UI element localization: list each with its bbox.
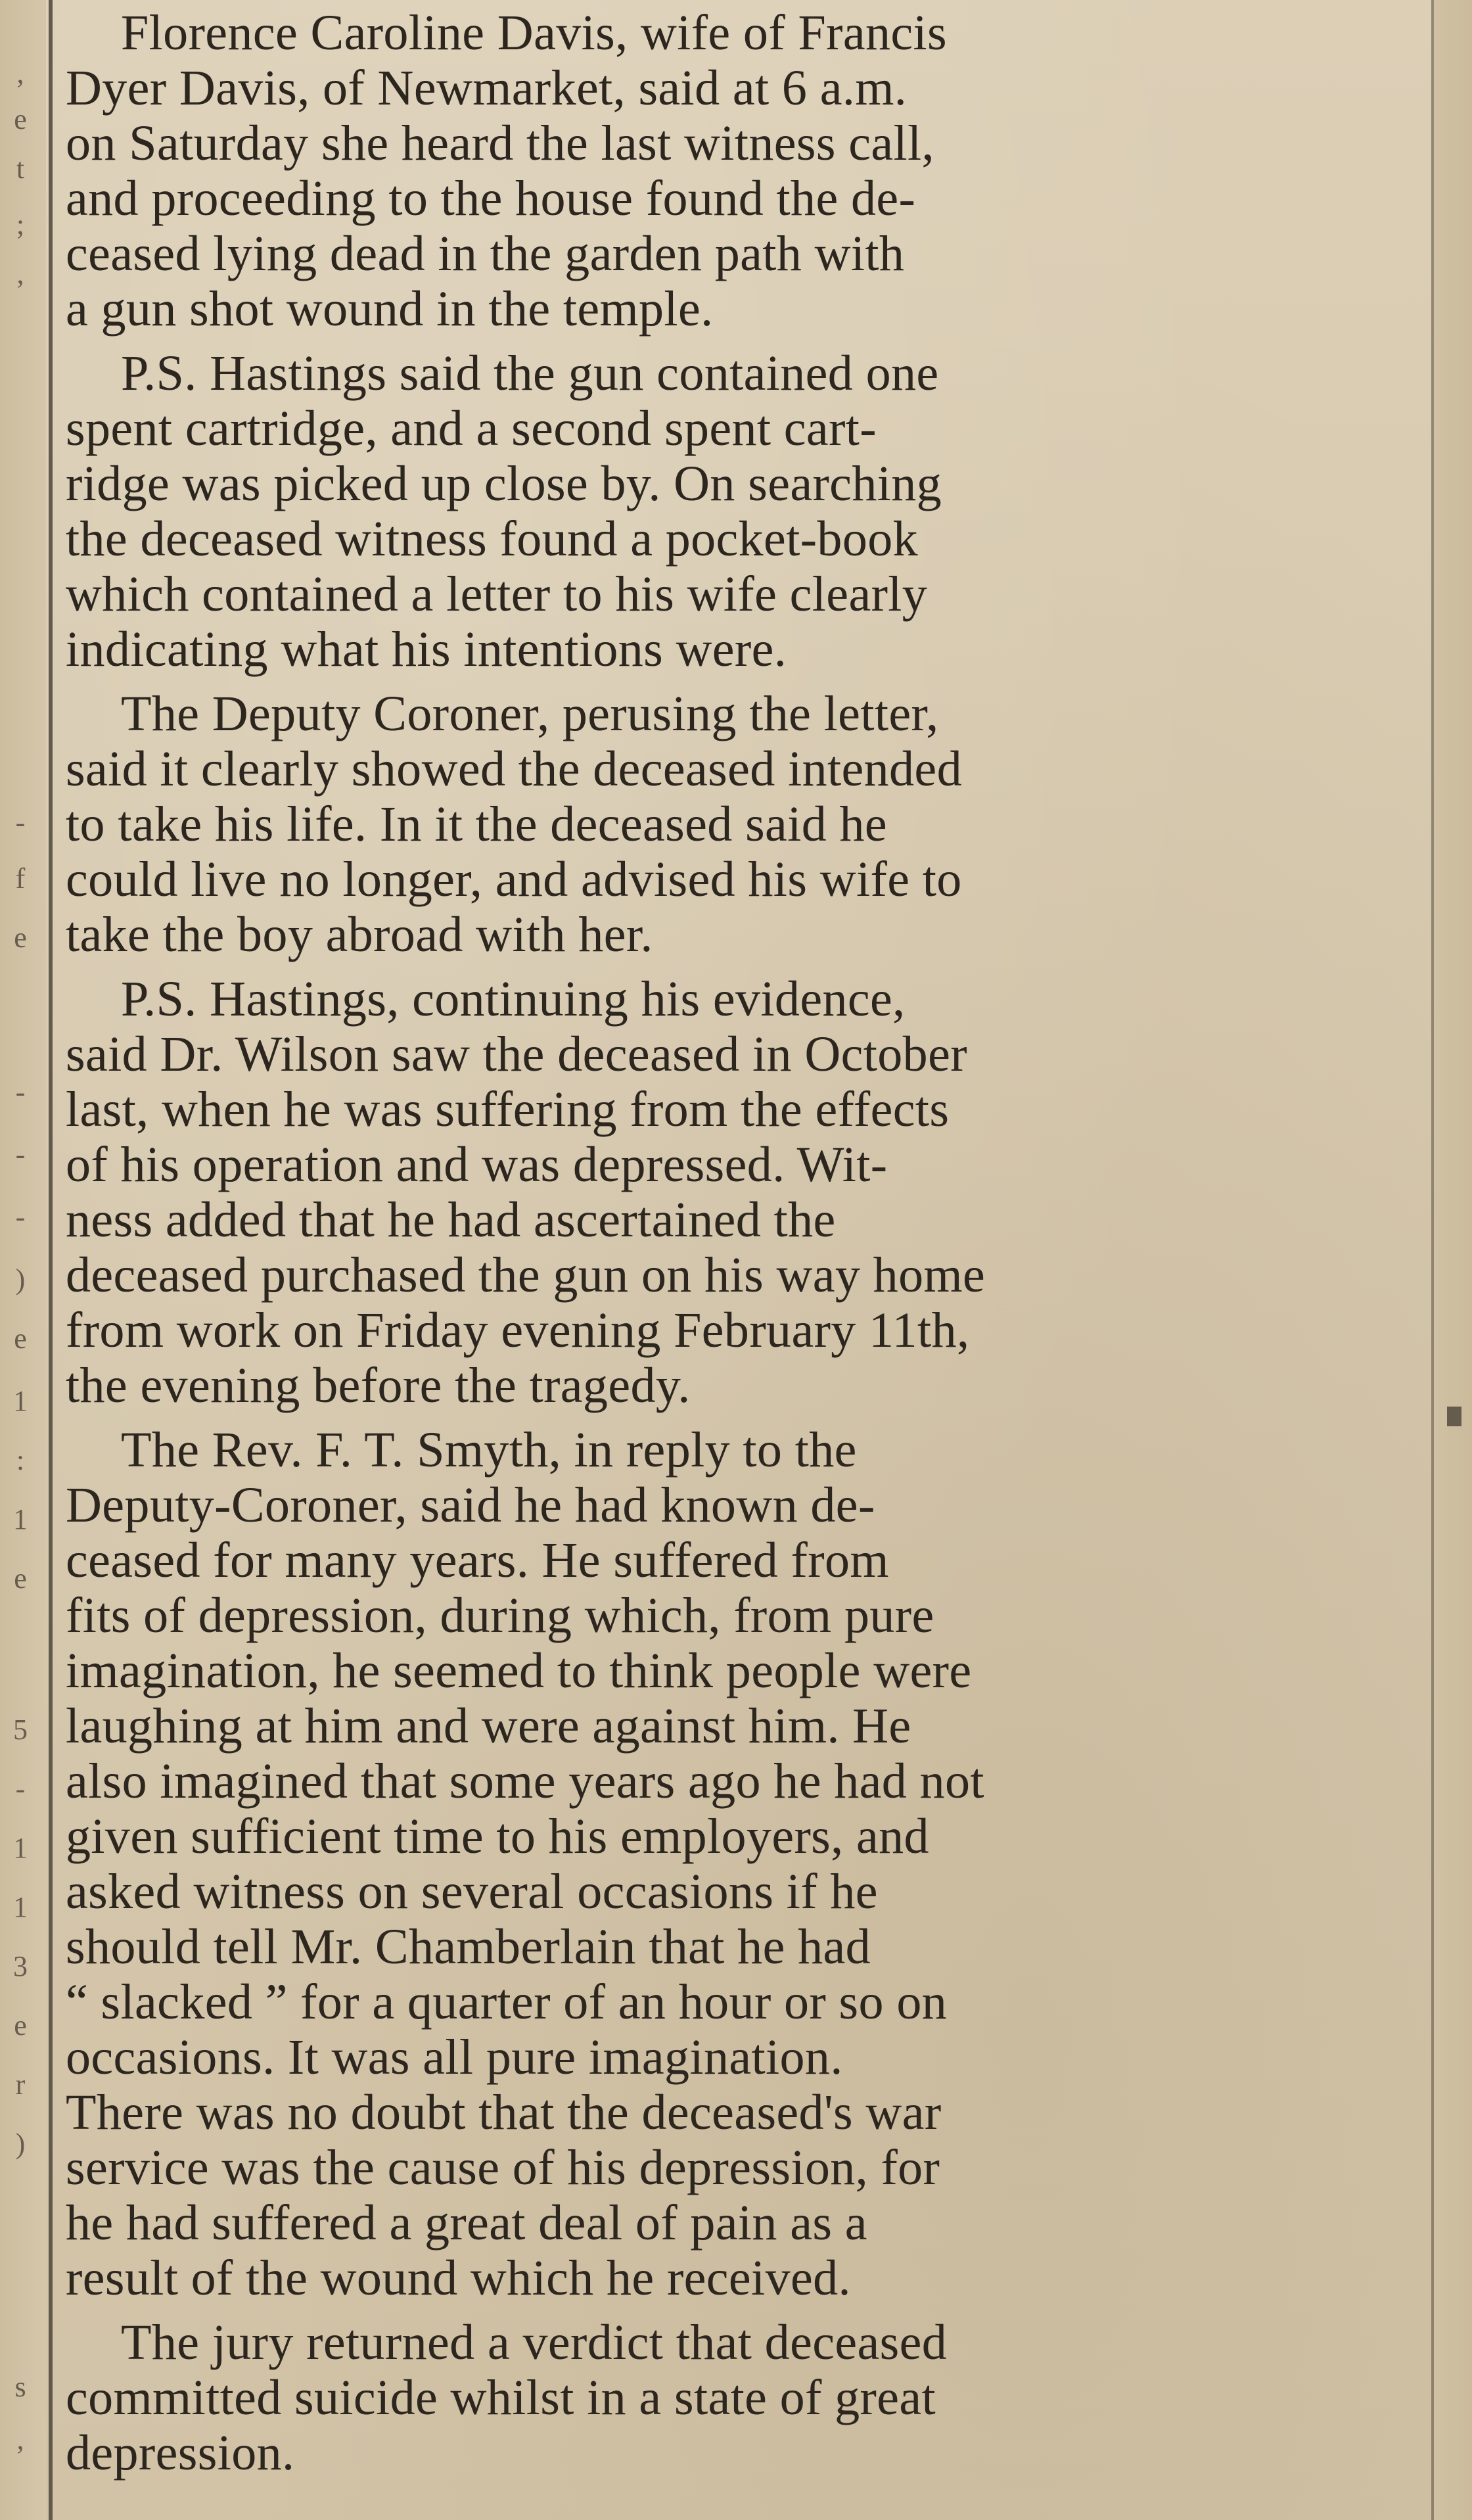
article-line: “ slacked ” for a quarter of an hour or so on [66,1974,948,2030]
article-line: a gun shot wound in the temple. [66,281,714,337]
margin-fragment: , [16,2423,24,2456]
left-column-rule [49,0,53,2520]
article-line: the evening before the tragedy. [66,1358,691,1413]
margin-fragment: - [15,1138,26,1171]
article-line: also imagined that some years ago he had not [66,1754,984,1809]
left-margin-fragments [5,0,35,2520]
article-line: committed suicide whilst in a state of great [66,2370,936,2425]
article-line: said Dr. Wilson saw the deceased in October [66,1027,967,1082]
article-line: Dyer Davis, of Newmarket, said at 6 a.m. [66,60,908,116]
margin-fragment: ; [16,208,25,241]
article-line: ridge was picked up close by. On searching [66,456,942,511]
article-line: which contained a letter to his wife clearly [66,567,928,622]
margin-fragment: t [16,152,25,185]
article-line: and proceeding to the house found the de- [66,171,916,226]
margin-fragment: e [14,2009,27,2042]
article-line: take the boy abroad with her. [66,907,653,962]
article-line: of his operation and was depressed. Wit- [66,1137,888,1192]
article-line: Deputy-Coroner, said he had known de- [66,1478,875,1533]
margin-fragment: : [16,1444,25,1476]
right-margin-mark [1447,1407,1461,1426]
article-line: depression. [66,2425,295,2481]
margin-fragment: , [16,258,24,290]
margin-fragment: 1 [13,1891,28,1923]
article-line: laughing at him and were against him. He [66,1698,911,1754]
article-line: should tell Mr. Chamberlain that he had [66,1919,871,1974]
article-line: to take his life. In it the deceased said he [66,797,888,852]
right-column-rule [1431,0,1434,2520]
margin-fragment: 5 [13,1714,28,1746]
article-line: P.S. Hastings, continuing his evidence, [121,971,906,1027]
article-line: deceased purchased the gun on his way home [66,1248,986,1303]
article-line: P.S. Hastings said the gun contained one [121,346,939,401]
article-line: service was the cause of his depression, for [66,2140,940,2195]
margin-fragment: ) [15,2128,26,2160]
margin-fragment: , [16,57,24,89]
margin-fragment: s [14,2371,26,2403]
article-line: imagination, he seemed to think people were [66,1643,972,1698]
article-line: The Rev. F. T. Smyth, in reply to the [121,1422,857,1478]
right-margin-column [1434,0,1472,2520]
article-line: from work on Friday evening February 11th, [66,1303,970,1358]
article-line: asked witness on several occasions if he [66,1864,878,1919]
article-line: The Deputy Coroner, perusing the letter, [121,686,939,741]
article-line: ceased lying dead in the garden path with [66,226,905,281]
article-line: There was no doubt that the deceased's war [66,2085,942,2140]
margin-fragment: e [14,1562,27,1595]
article-line: Florence Caroline Davis, wife of Francis [121,5,947,60]
article-line: occasions. It was all pure imagination. [66,2030,843,2085]
article-line: ceased for many years. He suffered from [66,1533,889,1588]
margin-fragment: - [15,1773,26,1805]
article-line: could live no longer, and advised his wife to [66,852,962,907]
article-line: The jury returned a verdict that deceased [121,2315,948,2370]
margin-fragment: 3 [13,1950,28,1982]
article-line: on Saturday she heard the last witness call, [66,116,934,171]
margin-fragment: e [14,103,27,135]
margin-fragment: - [15,806,26,839]
margin-fragment: 1 [13,1385,28,1417]
article-line: last, when he was suffering from the effects [66,1082,950,1137]
article-line: he had suffered a great deal of pain as a [66,2195,867,2251]
article-line: ness added that he had ascertained the [66,1192,836,1248]
article-line: said it clearly showed the deceased intended [66,741,962,797]
margin-fragment: ) [15,1263,26,1295]
margin-fragment: e [14,922,27,954]
margin-fragment: 1 [13,1503,28,1535]
margin-fragment: 1 [13,1832,28,1864]
article-line: result of the wound which he received. [66,2251,851,2306]
article-body [66,0,1393,2520]
article-line: indicating what his intentions were. [66,622,787,677]
article-line: the deceased witness found a pocket-book [66,511,919,567]
article-line: spent cartridge, and a second spent cart- [66,401,877,456]
margin-fragment: - [15,1076,26,1108]
margin-fragment: - [15,1201,26,1233]
article-line: fits of depression, during which, from pure [66,1588,934,1643]
margin-fragment: r [15,2068,26,2101]
article-line: given sufficient time to his employers, and [66,1809,929,1864]
margin-fragment: e [14,1322,27,1355]
margin-fragment: f [15,862,26,895]
